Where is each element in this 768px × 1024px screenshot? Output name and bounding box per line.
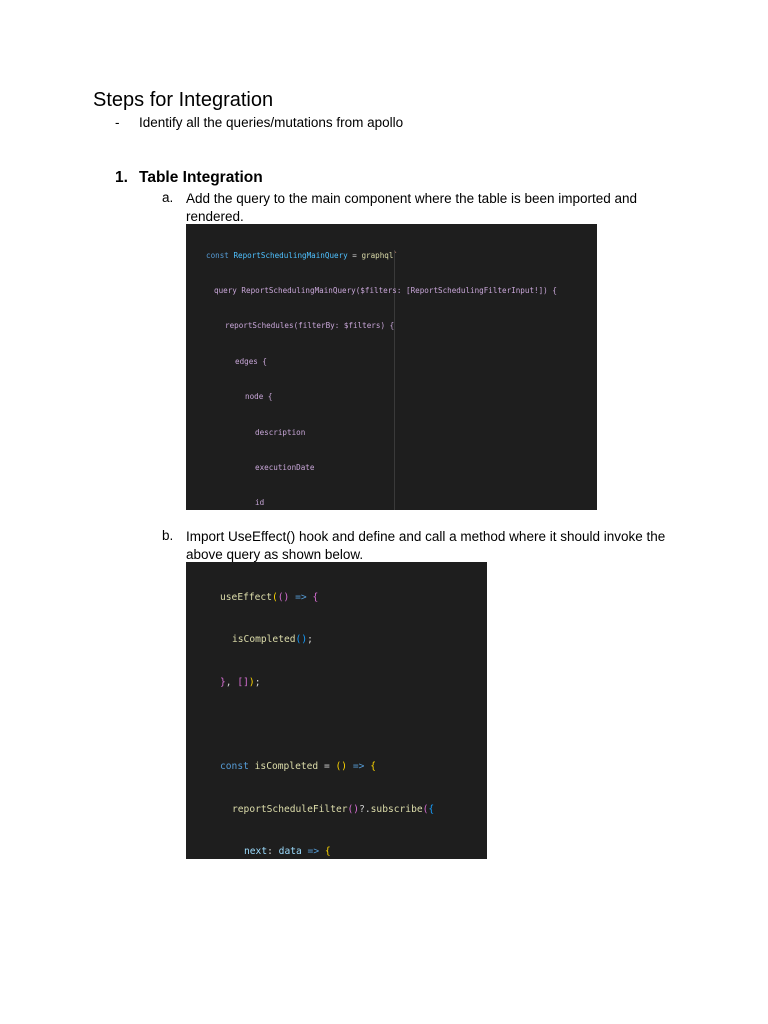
bullet-text: Identify all the queries/mutations from apollo <box>139 115 404 130</box>
step-b-text: Import UseEffect() hook and define and call a method where it should invoke the above query as shown below. <box>186 529 666 562</box>
code-line: reportScheduleFilter()?.subscribe({ <box>232 803 435 815</box>
code-line: executionDate <box>255 462 315 472</box>
code-line: id <box>255 498 265 508</box>
section-number: 1. <box>115 169 128 186</box>
code-line <box>186 718 481 732</box>
code-line: next: data => { <box>244 845 331 857</box>
code-screenshot-graphql-query <box>186 224 597 510</box>
code-line: useEffect(() => { <box>220 592 319 604</box>
code-line: node { <box>245 392 273 402</box>
section-title: Table Integration <box>139 169 263 186</box>
code-line: const isCompleted = () => { <box>220 761 376 773</box>
code-screenshot-useeffect <box>186 562 487 859</box>
code-lines <box>186 226 568 510</box>
code-line: const ReportSchedulingMainQuery = graphql` <box>206 250 399 260</box>
step-a-marker: a. <box>162 190 174 205</box>
code-line: edges { <box>235 356 268 366</box>
code-line: description <box>255 427 306 437</box>
code-line: reportSchedules(filterBy: $filters) { <box>225 321 395 331</box>
code-line: query ReportSchedulingMainQuery($filters: [ReportSchedulingFilterInput!]) { <box>214 285 557 295</box>
code-line: }, []); <box>220 676 261 688</box>
step-a-text: Add the query to the main component where the table is been imported and rendered. <box>186 191 638 224</box>
code-line: isCompleted(); <box>232 634 313 646</box>
step-b-marker: b. <box>162 528 174 543</box>
bullet-marker: - <box>115 115 120 130</box>
document-title: Steps for Integration <box>93 89 274 111</box>
code-lines <box>186 563 481 859</box>
